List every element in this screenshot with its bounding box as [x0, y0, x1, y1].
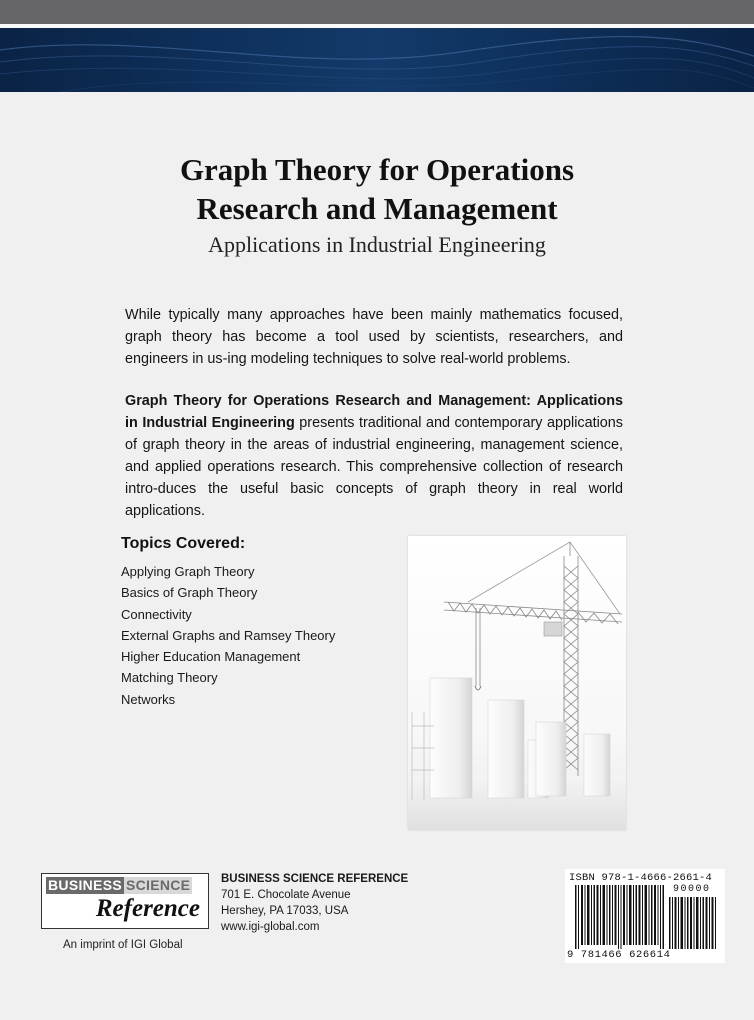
- paragraph-2-bold-title: Graph Theory for Operations Research and Management: Applications in Industrial Engineering: [125, 393, 623, 431]
- logo-word-business: BUSINESS: [48, 877, 122, 893]
- isbn-label: ISBN 978-1-4666-2661-4: [569, 872, 713, 884]
- description-paragraph-1: While typically many approaches have been mainly mathematics focused, graph theory has become a tool used by scientists, researchers, and engineers in us-ing modeling techniques to solve real-world problems.: [125, 307, 623, 367]
- paragraph-2-text: presents traditional and contemporary applications of graph theory in the areas of industrial engineering, management science, and applied operations research. This comprehensive collection of research intro-duces the useful basic concepts of graph theory in real world applications.: [125, 415, 623, 519]
- barcode-digits: 9 781466 626614: [567, 949, 671, 961]
- imprint-text: An imprint of IGI Global: [63, 939, 183, 951]
- topics-heading: Topics Covered:: [121, 535, 246, 552]
- publisher-name: BUSINESS SCIENCE REFERENCE: [221, 873, 409, 885]
- crane-illustration: [408, 536, 626, 830]
- topic-item: External Graphs and Ramsey Theory: [121, 627, 336, 643]
- crane-photo: [408, 536, 626, 830]
- price-code: 90000: [673, 884, 711, 895]
- top-gray-strip: [0, 0, 754, 24]
- publisher-logo: [41, 873, 209, 929]
- banner-wave-graphic: [0, 28, 754, 92]
- book-title-line-2: Research and Management: [196, 191, 558, 226]
- topic-item: Matching Theory: [121, 670, 218, 686]
- topic-item: Applying Graph Theory: [121, 564, 255, 579]
- topic-item: Basics of Graph Theory: [121, 585, 258, 601]
- topic-item: Networks: [121, 691, 176, 707]
- isbn-barcode: [565, 869, 725, 963]
- description-paragraph-2: [125, 390, 623, 522]
- title-block: [0, 150, 754, 260]
- logo-word-reference: Reference: [95, 895, 200, 922]
- book-title-line-1: Graph Theory for Operations: [179, 152, 575, 187]
- logo-word-science: SCIENCE: [125, 877, 191, 893]
- logo-top-row: [46, 877, 192, 894]
- publisher-website: www.igi-global.com: [221, 921, 320, 933]
- publisher-address: [221, 871, 408, 935]
- publisher-city: Hershey, PA 17033, USA: [221, 905, 349, 917]
- book-subtitle: Applications in Industrial Engineering: [208, 232, 546, 257]
- topic-item: Connectivity: [121, 606, 192, 622]
- publisher-street: 701 E. Chocolate Avenue: [221, 889, 351, 901]
- topic-item: Higher Education Management: [121, 649, 301, 665]
- topics-covered: [121, 533, 391, 710]
- blue-banner: [0, 28, 754, 92]
